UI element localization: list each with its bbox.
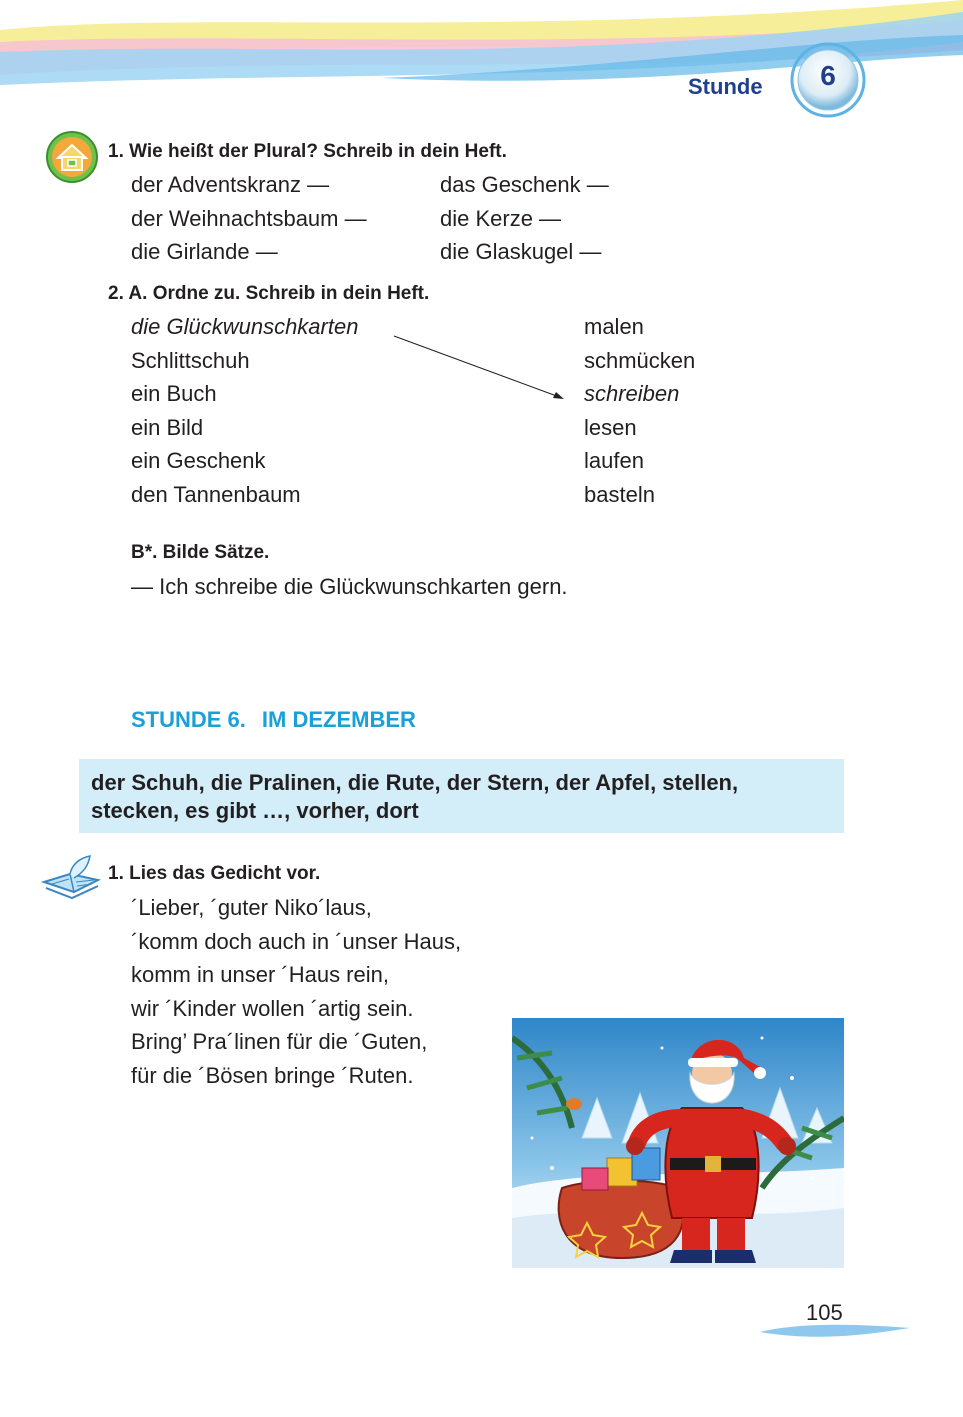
poem-line: ´komm doch auch in ´unser Haus, bbox=[131, 928, 462, 954]
match-left-item: die Glückwunschkarten bbox=[131, 314, 359, 339]
section-title bbox=[131, 707, 416, 733]
poem bbox=[131, 891, 461, 1093]
poem-line: für die ´Bösen bringe ´Ruten. bbox=[131, 1062, 414, 1088]
match-right-item: malen bbox=[584, 314, 644, 339]
match-right-item: laufen bbox=[584, 448, 644, 474]
match-right-item: schreiben bbox=[584, 381, 680, 407]
task2-left-column bbox=[131, 310, 358, 512]
match-right-item: schmücken bbox=[584, 347, 696, 373]
match-right-item: basteln bbox=[584, 481, 655, 507]
task2-b-example: — Ich schreibe die Glückwunschkarten gern. bbox=[131, 574, 568, 599]
match-left-item: ein Geschenk bbox=[131, 448, 266, 474]
match-left-item: Schlittschuh bbox=[131, 347, 250, 373]
lesson-number: 6 bbox=[820, 60, 836, 91]
plural-item: der Weihnachtsbaum — bbox=[131, 205, 367, 231]
plural-item: die Kerze — bbox=[440, 205, 562, 231]
vocabulary-box: der Schuh, die Pralinen, die Rute, der Stern, der Apfel, stellen, stecken, es gibt …, vorher, dort bbox=[79, 759, 844, 833]
plural-item: die Girlande — bbox=[131, 239, 278, 265]
santa-illustration bbox=[512, 1018, 844, 1268]
task2-b-title: B*. Bilde Sätze. bbox=[131, 542, 270, 563]
match-left-item: ein Bild bbox=[131, 414, 204, 440]
poem-line: wir ´Kinder wollen ´artig sein. bbox=[131, 995, 414, 1021]
match-left-item: den Tannenbaum bbox=[131, 481, 301, 507]
task1-left-column bbox=[131, 168, 367, 269]
match-left-item: ein Buch bbox=[131, 381, 217, 407]
task1-title: 1. Wie heißt der Plural? Schreib in dein Heft. bbox=[108, 141, 507, 162]
match-arrow bbox=[390, 330, 570, 405]
plural-item: das Geschenk — bbox=[440, 172, 609, 197]
match-right-item: lesen bbox=[584, 414, 637, 440]
task3-title: 1. Lies das Gedicht vor. bbox=[108, 863, 321, 884]
task2-right-column bbox=[584, 310, 695, 512]
task1-right-column bbox=[440, 168, 609, 269]
house-icon bbox=[45, 130, 99, 184]
section-title-left: STUNDE 6. bbox=[131, 707, 246, 732]
poem-line: ´Lieber, ´guter Niko´laus, bbox=[131, 895, 372, 920]
page-number-decoration bbox=[760, 1322, 910, 1344]
open-book-icon bbox=[40, 852, 102, 906]
plural-item: die Glaskugel — bbox=[440, 239, 602, 265]
task2-title: 2. A. Ordne zu. Schreib in dein Heft. bbox=[108, 283, 430, 304]
stunde-label: Stunde bbox=[688, 74, 763, 99]
plural-item: der Adventskranz — bbox=[131, 172, 330, 197]
section-title-right: IM DEZEMBER bbox=[261, 707, 416, 732]
page-number: 105 bbox=[806, 1300, 843, 1325]
poem-line: Bring’ Pra´linen für die ´Guten, bbox=[131, 1029, 428, 1055]
poem-line: komm in unser ´Haus rein, bbox=[131, 962, 389, 988]
